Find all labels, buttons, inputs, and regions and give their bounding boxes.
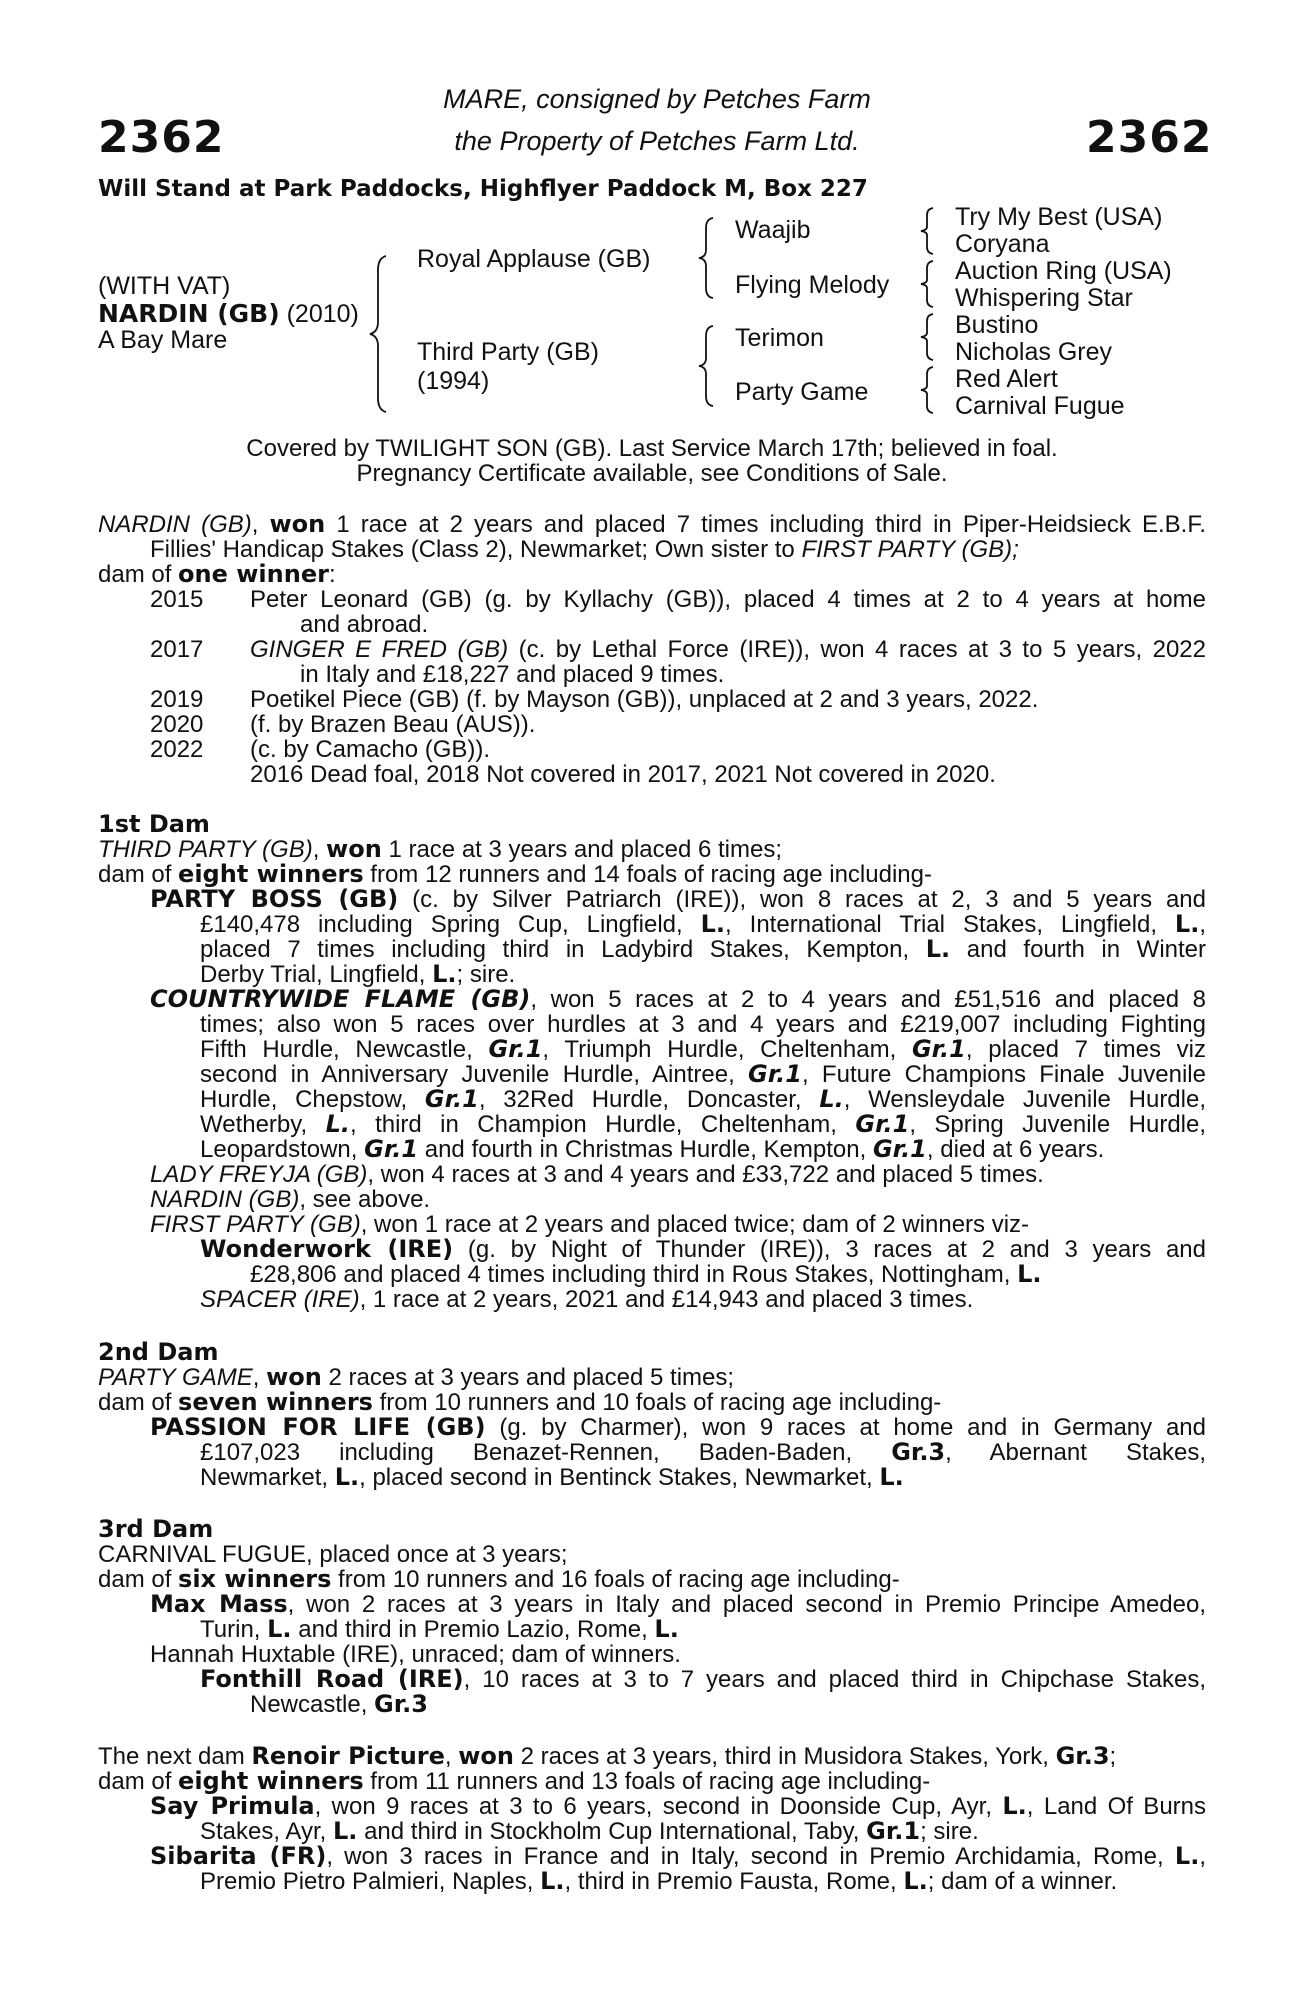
- won-label: won: [326, 835, 382, 863]
- produce-note: 2016 Dead foal, 2018 Not covered in 2017, 2021 Not covered in 2020.: [250, 761, 996, 788]
- produce-entry: Peter Leonard (GB) (g. by Kyllachy (GB)), placed 4 times at 2 to 4 years at home: [250, 586, 1206, 613]
- dam1-record: THIRD PARTY (GB), won 1 race at 3 years and placed 6 times;: [98, 835, 783, 863]
- nextdam-name: Renoir Picture: [251, 1742, 445, 1770]
- pregnancy-line: Pregnancy Certificate available, see Conditions of Sale.: [356, 460, 948, 487]
- property-line: the Property of Petches Farm Ltd.: [454, 126, 860, 156]
- pedigree-bracket-dam: [699, 326, 715, 406]
- winners-count: eight winners: [178, 860, 364, 888]
- listed-badge: L.: [654, 1615, 679, 1643]
- pedigree-bracket-main: [370, 256, 390, 412]
- won-label: won: [266, 1363, 322, 1391]
- fonthill-line-1: Fonthill Road (IRE), 10 races at 3 to 7 years and placed third in Chipchase Stakes,: [200, 1665, 1207, 1693]
- stand-location: Will Stand at Park Paddocks, Highflyer Paddock M, Box 227: [98, 176, 868, 202]
- produce-entry-cont: in Italy and £18,227 and placed 9 times.: [300, 661, 725, 688]
- pedigree-ggs-7: Red Alert: [955, 365, 1058, 393]
- produce-year: 2020: [150, 711, 204, 738]
- passion-line-1: PASSION FOR LIFE (GB) (g. by Charmer), won 9 races at home and in Germany and: [150, 1413, 1206, 1441]
- hannah-line: Hannah Huxtable (IRE), unraced; dam of winners.: [150, 1641, 681, 1668]
- countrywide-line-7: Leopardstown, Gr.1 and fourth in Christmas Hurdle, Kempton, Gr.1, died at 6 years.: [200, 1135, 1105, 1163]
- nardin-name: NARDIN (GB): [150, 1186, 300, 1213]
- group-badge: Gr.1: [488, 1035, 543, 1063]
- listed-badge: L.: [925, 935, 951, 963]
- pedigree-ggs-8: Carnival Fugue: [955, 392, 1125, 420]
- horse-description: A Bay Mare: [98, 326, 228, 354]
- nardin-line: NARDIN (GB), see above.: [150, 1186, 431, 1213]
- max-mass-line-2: Turin, L. and third in Premio Lazio, Rome, L.: [200, 1615, 679, 1643]
- pedigree-bracket-g1: [921, 208, 935, 254]
- intro-line-1: NARDIN (GB), won 1 race at 2 years and placed 7 times including third in Piper-Heidsieck E.B.F.: [98, 510, 1206, 538]
- listed-badge: L.: [332, 1817, 358, 1845]
- group-badge: Gr.3: [374, 1690, 428, 1718]
- party-boss-line-1: [150, 887, 1206, 913]
- max-mass-line-1: Max Mass, won 2 races at 3 years in Italy and placed second in Premio Principe Amedeo,: [150, 1590, 1207, 1618]
- lady-freyja-line: LADY FREYJA (GB), won 4 races at 3 and 4 years and £33,722 and placed 5 times.: [150, 1161, 1044, 1188]
- listed-badge: L.: [1174, 1842, 1200, 1870]
- pedigree-sire-sire: Waajib: [735, 216, 811, 244]
- listed-badge: L.: [1017, 1260, 1042, 1288]
- dam2-heading: 2nd Dam: [98, 1338, 219, 1366]
- listed-badge: L.: [1002, 1792, 1027, 1820]
- produce-year: 2019: [150, 686, 204, 713]
- covered-line: Covered by TWILIGHT SON (GB). Last Service March 17th; believed in foal.: [246, 435, 1058, 462]
- intro-line-3: [98, 562, 336, 588]
- group-badge: Gr.1: [855, 1110, 910, 1138]
- pedigree-dam-dam: Party Game: [735, 378, 869, 406]
- countrywide-name: COUNTRYWIDE FLAME (GB): [150, 985, 531, 1013]
- intro-text: :: [328, 561, 336, 588]
- produce-entry-cont: and abroad.: [300, 611, 429, 638]
- winners-count: seven winners: [178, 1388, 373, 1416]
- group-badge: Gr.1: [424, 1085, 479, 1113]
- horse-year: (2010): [286, 300, 359, 328]
- say-primula-line-1: Say Primula, won 9 races at 3 to 6 years, second in Doonside Cup, Ayr, L., Land Of Burns: [150, 1792, 1207, 1820]
- produce-year: 2017: [150, 636, 204, 663]
- dam2-name: PARTY GAME: [98, 1364, 253, 1391]
- pedigree-bracket-sire: [699, 218, 715, 298]
- max-mass-name: Max Mass: [150, 1590, 288, 1618]
- listed-badge: L.: [903, 1867, 928, 1895]
- dam1-text: dam of: [98, 861, 172, 888]
- fonthill-line-2: Newcastle, Gr.3: [250, 1690, 428, 1718]
- intro-text: dam of: [98, 561, 172, 588]
- listed-badge: L.: [540, 1867, 565, 1895]
- countrywide-line-3: Fifth Hurdle, Newcastle, Gr.1, Triumph Hurdle, Cheltenham, Gr.1, placed 7 times viz: [200, 1035, 1206, 1063]
- horse-name-line: [98, 299, 359, 329]
- winners-count: eight winners: [178, 1767, 364, 1795]
- party-boss-name: PARTY BOSS (GB): [150, 885, 399, 913]
- pedigree-ggs-5: Bustino: [955, 311, 1039, 339]
- dam1-name: THIRD PARTY (GB): [98, 836, 313, 863]
- countrywide-line-6: Wetherby, L., third in Champion Hurdle, Cheltenham, Gr.1, Spring Juvenile Hurdle,: [200, 1110, 1207, 1138]
- pedigree-dam: Third Party (GB): [417, 338, 599, 366]
- say-primula-line-2: Stakes, Ayr, L. and third in Stockholm Cup International, Taby, Gr.1; sire.: [200, 1817, 979, 1845]
- lot-number-right: 2362: [1086, 112, 1213, 163]
- pedigree-ggs-3: Auction Ring (USA): [955, 257, 1172, 285]
- pedigree-bracket-g4: [921, 367, 935, 413]
- pedigree-ggs-6: Nicholas Grey: [955, 338, 1112, 366]
- produce-year: 2015: [150, 586, 204, 613]
- pedigree-bracket-g2: [921, 261, 935, 307]
- pedigree-ggs-2: Coryana: [955, 230, 1050, 258]
- dam2-record: PARTY GAME, won 2 races at 3 years and placed 5 times;: [98, 1363, 735, 1391]
- passion-name: PASSION FOR LIFE (GB): [150, 1413, 486, 1441]
- intro-horse-name: NARDIN (GB): [98, 511, 252, 538]
- listed-badge: L.: [879, 1463, 904, 1491]
- nextdam-line-1: The next dam Renoir Picture, won 2 races at 3 years, third in Musidora Stakes, York, Gr.3;: [98, 1742, 1117, 1770]
- dam3-damof: dam of six winners from 10 runners and 16 foals of racing age including-: [98, 1565, 900, 1593]
- dam1-text: from 12 runners and 14 foals of racing age including-: [370, 861, 932, 888]
- party-boss-line-4: Derby Trial, Lingfield, L.; sire.: [200, 960, 516, 988]
- pedigree-ggs-4: Whispering Star: [955, 284, 1133, 312]
- produce-entry: (f. by Brazen Beau (AUS)).: [250, 711, 536, 738]
- intro-text: Fillies' Handicap Stakes (Class 2), Newmarket; Own sister to: [150, 536, 795, 563]
- spacer-name: SPACER (IRE): [200, 1286, 360, 1313]
- listed-badge: L.: [267, 1615, 292, 1643]
- won-label: won: [269, 510, 326, 538]
- won-label: won: [458, 1742, 514, 1770]
- intro-line-2: [150, 537, 1019, 563]
- intro-sister: FIRST PARTY (GB);: [801, 536, 1019, 563]
- produce-year: 2022: [150, 736, 204, 763]
- listed-badge: L.: [700, 910, 726, 938]
- consignor-line: MARE, consigned by Petches Farm: [443, 84, 871, 114]
- group-badge: Gr.1: [364, 1135, 419, 1163]
- first-party-name: FIRST PARTY (GB): [150, 1211, 361, 1238]
- produce-name: GINGER E FRED (GB): [250, 636, 509, 663]
- group-badge: Gr.1: [872, 1135, 927, 1163]
- winners-count: six winners: [178, 1565, 332, 1593]
- pedigree-bracket-g3: [921, 314, 935, 360]
- pedigree-dam-year: (1994): [417, 367, 490, 395]
- pedigree-dam-sire: Terimon: [735, 324, 824, 352]
- wonderwork-name: Wonderwork (IRE): [200, 1235, 454, 1263]
- passion-line-2: £107,023 including Benazet-Rennen, Baden-Baden, Gr.3, Abernant Stakes,: [200, 1438, 1206, 1466]
- produce-entry: Poetikel Piece (GB) (f. by Mayson (GB)), unplaced at 2 and 3 years, 2022.: [250, 686, 1039, 713]
- produce-entry: (c. by Camacho (GB)).: [250, 736, 491, 763]
- winners-count: one winner: [178, 560, 329, 588]
- party-boss-line-2: £140,478 including Spring Cup, Lingfield, L., International Trial Stakes, Lingfield, L.,: [200, 910, 1207, 938]
- nextdam-line-2: dam of eight winners from 11 runners and 13 foals of racing age including-: [98, 1767, 931, 1795]
- group-badge: Gr.3: [891, 1438, 946, 1466]
- vat-label: (WITH VAT): [98, 272, 231, 300]
- group-badge: Gr.1: [866, 1817, 921, 1845]
- dam1-text: 1 race at 3 years and placed 6 times;: [388, 836, 783, 863]
- spacer-line: SPACER (IRE), 1 race at 2 years, 2021 and £14,943 and placed 3 times.: [200, 1286, 974, 1313]
- say-primula-name: Say Primula: [150, 1792, 315, 1820]
- dam3-record: CARNIVAL FUGUE, placed once at 3 years;: [98, 1541, 568, 1568]
- party-boss-line-3: placed 7 times including third in Ladybird Stakes, Kempton, L. and fourth in Winter: [200, 935, 1207, 963]
- intro-text: 1 race at 2 years and placed 7 times including third in Piper-Heidsieck E.B.F.: [336, 511, 1206, 538]
- sibarita-line-1: Sibarita (FR), won 3 races in France and in Italy, second in Premio Archidamia, Rome, L.,: [150, 1842, 1206, 1870]
- listed-badge: L.: [334, 1463, 360, 1491]
- group-badge: Gr.3: [1055, 1742, 1110, 1770]
- countrywide-line-4: second in Anniversary Juvenile Hurdle, Aintree, Gr.1, Future Champions Finale Juvenile: [200, 1060, 1206, 1088]
- listed-badge: L.: [432, 960, 457, 988]
- pedigree-sire-dam: Flying Melody: [735, 271, 890, 299]
- lady-freyja-name: LADY FREYJA (GB): [150, 1161, 368, 1188]
- pedigree-ggs-1: Try My Best (USA): [955, 203, 1163, 231]
- dam3-heading: 3rd Dam: [98, 1515, 214, 1543]
- listed-badge: L.: [1174, 910, 1200, 938]
- produce-entry: [250, 637, 1206, 663]
- sibarita-name: Sibarita (FR): [150, 1842, 327, 1870]
- passion-line-3: Newmarket, L., placed second in Bentinck Stakes, Newmarket, L.: [200, 1463, 904, 1491]
- fonthill-name: Fonthill Road (IRE): [200, 1665, 464, 1693]
- horse-name: NARDIN (GB): [98, 299, 280, 328]
- pedigree-sire: Royal Applause (GB): [417, 245, 651, 273]
- listed-badge: L.: [819, 1085, 844, 1113]
- dam1-heading: 1st Dam: [98, 810, 210, 838]
- countrywide-line-1: COUNTRYWIDE FLAME (GB), won 5 races at 2 to 4 years and £51,516 and placed 8: [150, 985, 1207, 1013]
- first-party-line: FIRST PARTY (GB), won 1 race at 2 years and placed twice; dam of 2 winners viz-: [150, 1211, 1030, 1238]
- group-badge: Gr.1: [911, 1035, 966, 1063]
- dam2-damof: dam of seven winners from 10 runners and 10 foals of racing age including-: [98, 1388, 942, 1416]
- party-boss-text: (c. by Silver Patriarch (IRE)), won 8 races at 2, 3 and 5 years and: [412, 886, 1206, 913]
- produce-text: (c. by Lethal Force (IRE)), won 4 races at 3 to 5 years, 2022: [518, 636, 1206, 663]
- countrywide-line-5: Hurdle, Chepstow, Gr.1, 32Red Hurdle, Doncaster, L., Wensleydale Juvenile Hurdle,: [200, 1085, 1207, 1113]
- countrywide-line-2: times; also won 5 races over hurdles at 3 and 4 years and £219,007 including Fighting: [200, 1011, 1206, 1038]
- wonderwork-line-2: £28,806 and placed 4 times including third in Rous Stakes, Nottingham, L.: [250, 1260, 1042, 1288]
- sibarita-line-2: Premio Pietro Palmieri, Naples, L., third in Premio Fausta, Rome, L.; dam of a winner.: [200, 1867, 1118, 1895]
- listed-badge: L.: [325, 1110, 350, 1138]
- dam1-damof: [98, 862, 932, 888]
- group-badge: Gr.1: [748, 1060, 802, 1088]
- wonderwork-line-1: Wonderwork (IRE) (g. by Night of Thunder (IRE)), 3 races at 2 and 3 years and: [200, 1235, 1207, 1263]
- lot-number-left: 2362: [98, 112, 225, 163]
